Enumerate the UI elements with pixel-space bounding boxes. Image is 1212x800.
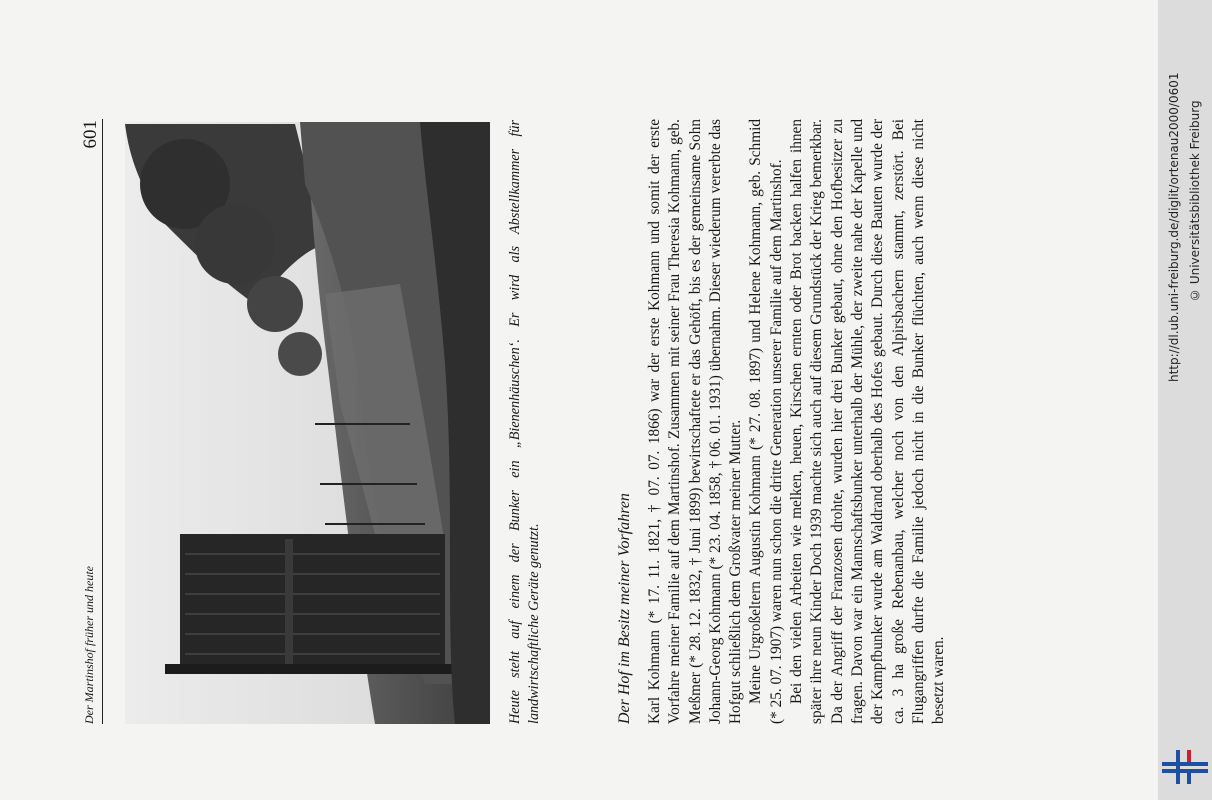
paragraph: Meine Urgroßeltern Augustin Kohmann (* 27. 08. 1897) und Helene Kohmann, geb. Schmid (* 25. 07. 1907) waren nun schon die dritte Generation unserer Familie auf dem Martinshof.	[747, 119, 785, 724]
ub-freiburg-logo-icon	[1162, 744, 1208, 790]
photo-caption: Heute steht auf einem der Bunker ein „Bienenhäuschen‘. Er wird als Abstellkammer für landwirtschaftliche Geräte genutzt.	[507, 120, 542, 724]
section-heading: Der Hof im Besitz meiner Vorfahren	[616, 493, 633, 724]
paragraph: Bei den vielen Arbeiten wie melken, heuen, Kirschen ernten oder Brot backen halfen ihnen später ihre neun Kinder Doch 1939 machte sich auch auf diesem Grundstück der Krieg bemerkbar. Da der Angriff der Franzosen drohte, wurden hier drei Bunker gebaut, ohne den Hofbesitzer zu fragen. Davon war ein Mannschaftsbunker unterhalb der Mühle, der zweite nahe der Kapelle und der Kampfbunker wurde am Waldrand oberhalb des Hofes gebaut. Durch diese Bauten wurde der ca. 3 ha große Rebenanbau, welcher noch von den Alpirsbachern stammt, zerstört. Bei Flugangriffen durfte die Familie jedoch nicht in die Bunker flüchten, auch wenn diese nicht besetzt waren.	[788, 119, 948, 724]
bunker-photo	[125, 122, 490, 724]
running-title: Der Martinshof früher und heute	[82, 566, 96, 724]
paragraph: Karl Kohmann (* 17. 11. 1821, † 07. 07. 1866) war der erste Kohmann und somit der erste Vorfahre meiner Familie auf dem Martinshof. Zusammen mit seiner Frau Theresia Kohmann, geb. Meßmer (* 28. 12. 1832, † Juni 1899) bewirtschaftete er das Gehöft, bis es der gemeinsame Sohn Johann-Georg Kohmann (* 23. 04. 1858, † 06. 01. 1931) übernahm. Dieser wiederum vererbte das Hofgut schließlich dem Großvater meiner Mutter.	[646, 119, 745, 724]
header-rule	[102, 119, 103, 724]
source-url-link[interactable]: http://dl.ub.uni-freiburg.de/diglit/ortenau2000/0601	[1167, 72, 1181, 382]
body-text	[645, 119, 949, 724]
photo-bunker-shed-icon	[125, 122, 490, 724]
copyright-notice: © Universitätsbibliothek Freiburg	[1188, 100, 1202, 302]
page-number: 601	[80, 120, 101, 149]
